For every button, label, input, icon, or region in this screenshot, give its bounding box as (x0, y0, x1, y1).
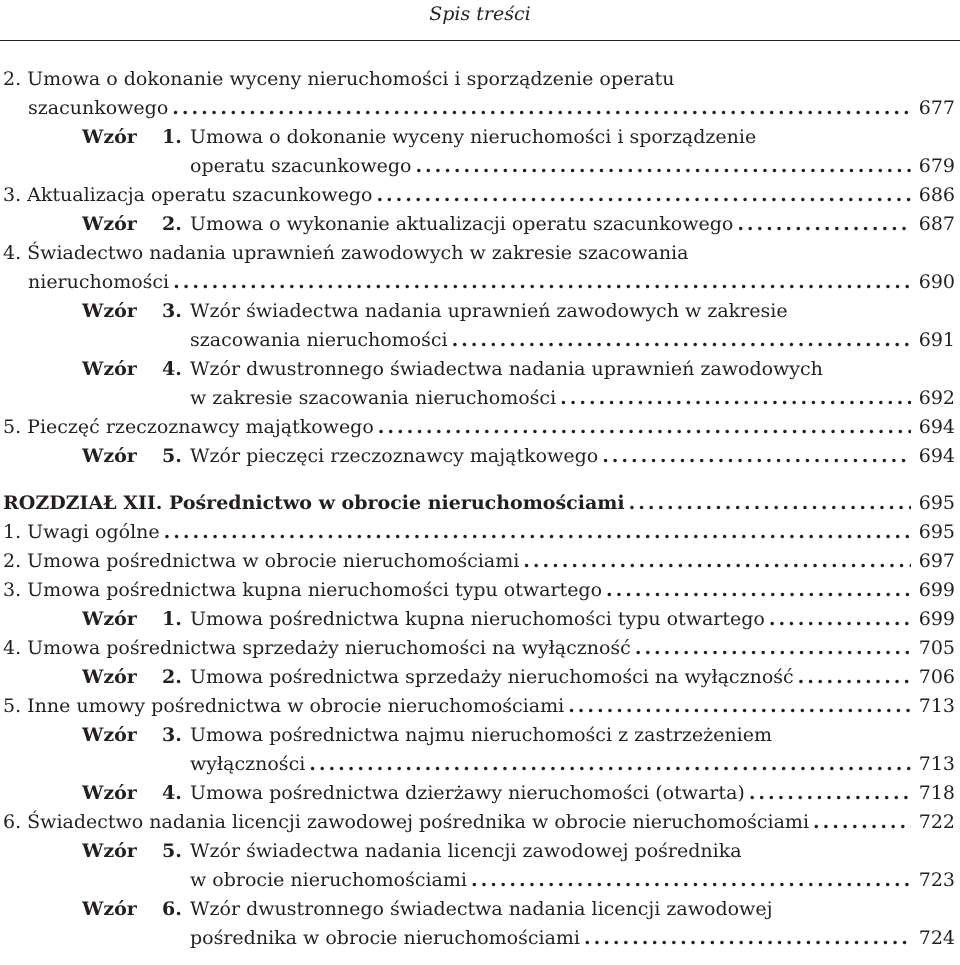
toc-line-with-page (3, 634, 955, 663)
leader-dots (523, 547, 910, 576)
page-number: 718 (918, 782, 955, 804)
page-number: 723 (918, 869, 955, 891)
leader-dots (173, 268, 911, 297)
page-number: 713 (918, 695, 955, 717)
toc-line-with-page (82, 442, 955, 471)
entry-title: 1. Uwagi ogólne (3, 521, 160, 543)
page-number: 699 (918, 579, 955, 601)
toc-line-with-page (190, 384, 955, 413)
leader-dots (798, 663, 911, 692)
entry-title: 4. Świadectwo nadania uprawnień zawodowych w zakresie szacowania (3, 242, 689, 264)
entry-title: nieruchomości (28, 271, 170, 293)
page-number: 692 (918, 387, 955, 409)
toc-line-with-page (3, 808, 955, 837)
page-number: 695 (918, 521, 955, 543)
leader-dots (568, 692, 911, 721)
template-number: 2. (162, 666, 182, 688)
entry-title (82, 605, 765, 634)
leader-dots (813, 808, 911, 837)
template-number: 5. (162, 840, 182, 862)
leader-dots (452, 326, 911, 355)
entry-title-text: Wzór dwustronnego świadectwa nadania licencji zawodowej (190, 898, 773, 920)
leader-dots (584, 924, 911, 953)
template-number: 4. (162, 782, 182, 804)
entry-title-text: Umowa o dokonanie wyceny nieruchomości i sporządzenie (190, 126, 757, 148)
template-number: 3. (162, 300, 182, 322)
entry-title: 2. Umowa o dokonanie wyceny nieruchomości i sporządzenie operatu (3, 68, 675, 90)
toc-line-with-page (28, 268, 955, 297)
page-number: 686 (918, 184, 955, 206)
page-number: 695 (918, 492, 955, 514)
entry-title-text: Umowa pośrednictwa sprzedaży nieruchomości na wyłączność (190, 666, 794, 688)
entry-title: 4. Umowa pośrednictwa sprzedaży nieruchomości na wyłączność (3, 637, 631, 659)
entry-title: wyłączności (190, 753, 306, 775)
running-header (0, 0, 960, 30)
leader-dots (376, 181, 910, 210)
template-label: Wzór (82, 724, 137, 746)
toc-line (82, 123, 955, 152)
toc-line-with-page (3, 547, 955, 576)
template-label: Wzór (82, 300, 137, 322)
template-label: Wzór (82, 126, 137, 148)
entry-title (82, 898, 772, 920)
toc-line-with-page (82, 779, 955, 808)
toc-line (82, 355, 955, 384)
toc-line (3, 239, 955, 268)
toc-line-with-page (190, 866, 955, 895)
template-number: 4. (162, 358, 182, 380)
entry-title: 6. Świadectwo nadania licencji zawodowej pośrednika w obrocie nieruchomościami (3, 811, 810, 833)
leader-dots (635, 634, 911, 663)
entry-title-text: Umowa pośrednictwa najmu nieruchomości z zastrzeżeniem (190, 724, 773, 746)
header-rule (0, 40, 960, 41)
template-label: Wzór (82, 898, 137, 920)
leader-dots (309, 750, 910, 779)
entry-title-text: Umowa pośrednictwa kupna nieruchomości typu otwartego (190, 608, 765, 630)
page-number: 705 (918, 637, 955, 659)
page-number: 699 (918, 608, 955, 630)
page-number: 677 (918, 97, 955, 119)
entry-title (82, 300, 788, 322)
entry-title: w obrocie nieruchomościami (190, 869, 467, 891)
leader-dots (172, 94, 910, 123)
toc-line (82, 837, 955, 866)
template-label: Wzór (82, 608, 137, 630)
template-label: Wzór (82, 445, 137, 467)
leader-dots (606, 576, 911, 605)
entry-title (82, 779, 745, 808)
entry-title-text: Wzór świadectwa nadania uprawnień zawodowych w zakresie (190, 300, 788, 322)
entry-title: 5. Inne umowy pośrednictwa w obrocie nieruchomościami (3, 695, 565, 717)
template-number: 1. (162, 126, 182, 148)
leader-dots (749, 779, 911, 808)
template-label: Wzór (82, 358, 137, 380)
leader-dots (737, 210, 910, 239)
template-number: 5. (162, 445, 182, 467)
toc-line-with-page (3, 518, 955, 547)
page-number: 679 (918, 155, 955, 177)
entry-title (82, 663, 794, 692)
leader-dots (415, 152, 910, 181)
template-number: 2. (162, 213, 182, 235)
entry-title (82, 442, 598, 471)
toc-line-with-page (82, 605, 955, 634)
entry-title: w zakresie szacowania nieruchomości (190, 387, 557, 409)
toc-line-with-page (82, 663, 955, 692)
entry-title: ROZDZIAŁ XII. Pośrednictwo w obrocie nieruchomościami (3, 492, 625, 514)
entry-title-text: Wzór dwustronnego świadectwa nadania uprawnień zawodowych (190, 358, 823, 380)
leader-dots (378, 413, 911, 442)
entry-title: 3. Umowa pośrednictwa kupna nieruchomości typu otwartego (3, 579, 603, 601)
template-number: 3. (162, 724, 182, 746)
toc-line-with-page (190, 924, 955, 953)
toc-line (3, 65, 955, 94)
page-number: 690 (918, 271, 955, 293)
page-number: 706 (918, 666, 955, 688)
toc-line-with-page (3, 181, 955, 210)
page-number: 687 (918, 213, 955, 235)
template-label: Wzór (82, 840, 137, 862)
entry-title: 5. Pieczęć rzeczoznawcy majątkowego (3, 416, 374, 438)
toc-line-with-page (82, 210, 955, 239)
toc-line-with-page (3, 692, 955, 721)
toc-line (82, 895, 955, 924)
page-number: 724 (918, 927, 955, 949)
leader-dots (629, 489, 911, 518)
template-label: Wzór (82, 666, 137, 688)
entry-title-text: Wzór świadectwa nadania licencji zawodowej pośrednika (190, 840, 742, 862)
leader-dots (602, 442, 911, 471)
entry-title (82, 126, 756, 148)
template-number: 6. (162, 898, 182, 920)
page-number: 691 (918, 329, 955, 351)
toc-line-with-page (3, 489, 955, 518)
page-number: 697 (918, 550, 955, 572)
template-label: Wzór (82, 213, 137, 235)
entry-title-text: Umowa o wykonanie aktualizacji operatu szacunkowego (190, 213, 734, 235)
entry-title: operatu szacunkowego (190, 155, 412, 177)
toc-line-with-page (28, 94, 955, 123)
entry-title: szacunkowego (28, 97, 169, 119)
entry-title-text: Wzór pieczęci rzeczoznawcy majątkowego (190, 445, 599, 467)
entry-title: 3. Aktualizacja operatu szacunkowego (3, 184, 373, 206)
entry-title: pośrednika w obrocie nieruchomościami (190, 927, 581, 949)
entry-title (82, 210, 733, 239)
header-title: Spis treści (429, 3, 531, 25)
toc-line-with-page (190, 152, 955, 181)
toc-line-with-page (3, 413, 955, 442)
toc-line-with-page (190, 750, 955, 779)
page-number: 694 (918, 416, 955, 438)
toc-line (82, 297, 955, 326)
entry-title (82, 840, 742, 862)
toc-line-with-page (3, 576, 955, 605)
leader-dots (560, 384, 911, 413)
entry-title: szacowania nieruchomości (190, 329, 448, 351)
leader-dots (471, 866, 911, 895)
page-number: 722 (918, 811, 955, 833)
page-number: 713 (918, 753, 955, 775)
toc-line (82, 721, 955, 750)
toc-line-with-page (190, 326, 955, 355)
entry-title-text: Umowa pośrednictwa dzierżawy nieruchomości (otwarta) (190, 782, 745, 804)
entry-title: 2. Umowa pośrednictwa w obrocie nieruchomościami (3, 550, 520, 572)
entry-title (82, 724, 772, 746)
page-number: 694 (918, 445, 955, 467)
template-label: Wzór (82, 782, 137, 804)
leader-dots (769, 605, 911, 634)
template-number: 1. (162, 608, 182, 630)
leader-dots (164, 518, 911, 547)
entry-title (82, 358, 823, 380)
